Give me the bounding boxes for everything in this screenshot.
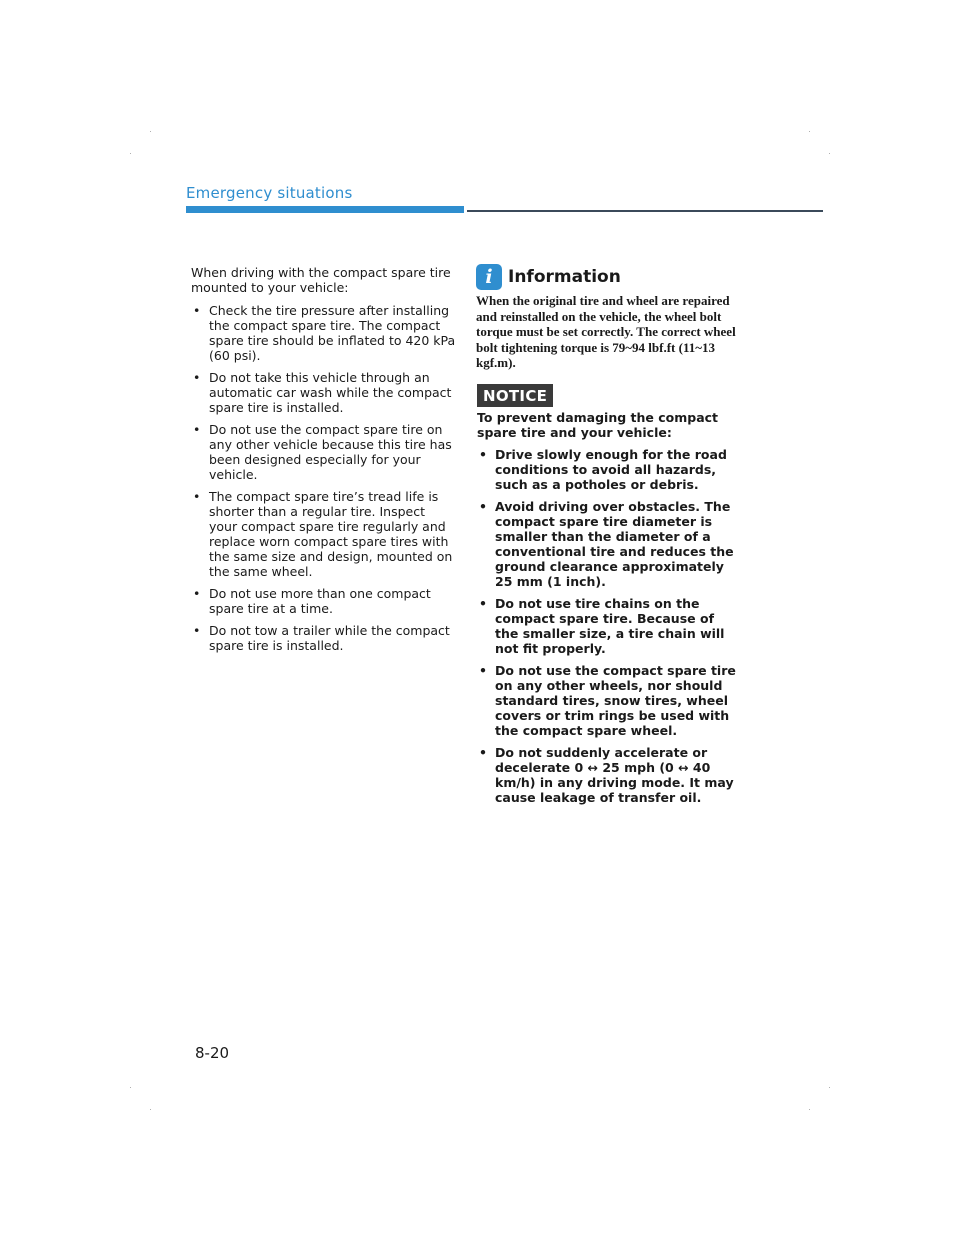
list-item: • The compact spare tire’s tread life is shorter than a regular tire. Inspect your compact spare tire regularly and replace worn compact spare tires with the same size and design, mounted on the same wheel.	[191, 489, 456, 579]
list-item: • Do not use the compact spare tire on any other wheels, nor should standard tires, snow tires, wheel covers or trim rings be used with the compact spare wheel.	[477, 663, 739, 738]
crop-mark	[809, 131, 810, 132]
left-bullet-list	[191, 303, 456, 653]
crop-mark	[829, 1087, 830, 1088]
list-item: • Drive slowly enough for the road conditions to avoid all hazards, such as a potholes or debris.	[477, 447, 739, 492]
list-item: • Do not use more than one compact spare tire at a time.	[191, 586, 456, 616]
left-intro: When driving with the compact spare tire mounted to your vehicle:	[191, 265, 451, 295]
information-header	[476, 263, 621, 291]
left-column	[191, 265, 456, 660]
crop-mark	[809, 1109, 810, 1110]
information-title: Information	[508, 267, 621, 287]
list-item: • Do not suddenly accelerate or decelerate 0 ↔ 25 mph (0 ↔ 40 km/h) in any driving mode. It may cause leakage of transfer oil.	[477, 745, 739, 805]
list-item: • Do not use tire chains on the compact spare tire. Because of the smaller size, a tire chain will not fit properly.	[477, 596, 739, 656]
information-text: When the original tire and wheel are repaired and reinstalled on the vehicle, the wheel bolt torque must be set correctly. The correct wheel bolt tightening torque is 79~94 lbf.ft (11~13 kgf.m).	[476, 293, 736, 370]
list-item: • Do not take this vehicle through an automatic car wash while the compact spare tire is installed.	[191, 370, 456, 415]
page-number: 8-20	[195, 1044, 230, 1062]
info-icon: i	[476, 264, 502, 290]
crop-mark	[829, 153, 830, 154]
notice-badge: NOTICE	[477, 384, 553, 407]
list-item: • Avoid driving over obstacles. The compact spare tire diameter is smaller than the diameter of a conventional tire and reduces the ground clearance approximately 25 mm (1 inch).	[477, 499, 739, 589]
notice-column	[477, 410, 739, 812]
header-rule-accent	[186, 206, 464, 213]
crop-mark	[150, 131, 151, 132]
crop-mark	[130, 153, 131, 154]
crop-mark	[130, 1087, 131, 1088]
section-title: Emergency situations	[186, 184, 353, 202]
list-item: • Do not tow a trailer while the compact spare tire is installed.	[191, 623, 456, 653]
notice-intro: To prevent damaging the compact spare tire and your vehicle:	[477, 410, 719, 440]
list-item: • Do not use the compact spare tire on any other vehicle because this tire has been designed especially for your vehicle.	[191, 422, 456, 482]
notice-bullet-list	[477, 447, 739, 805]
list-item: • Check the tire pressure after installing the compact spare tire. The compact spare tire should be inflated to 420 kPa (60 psi).	[191, 303, 456, 363]
header-rule	[467, 210, 823, 212]
crop-mark	[150, 1109, 151, 1110]
